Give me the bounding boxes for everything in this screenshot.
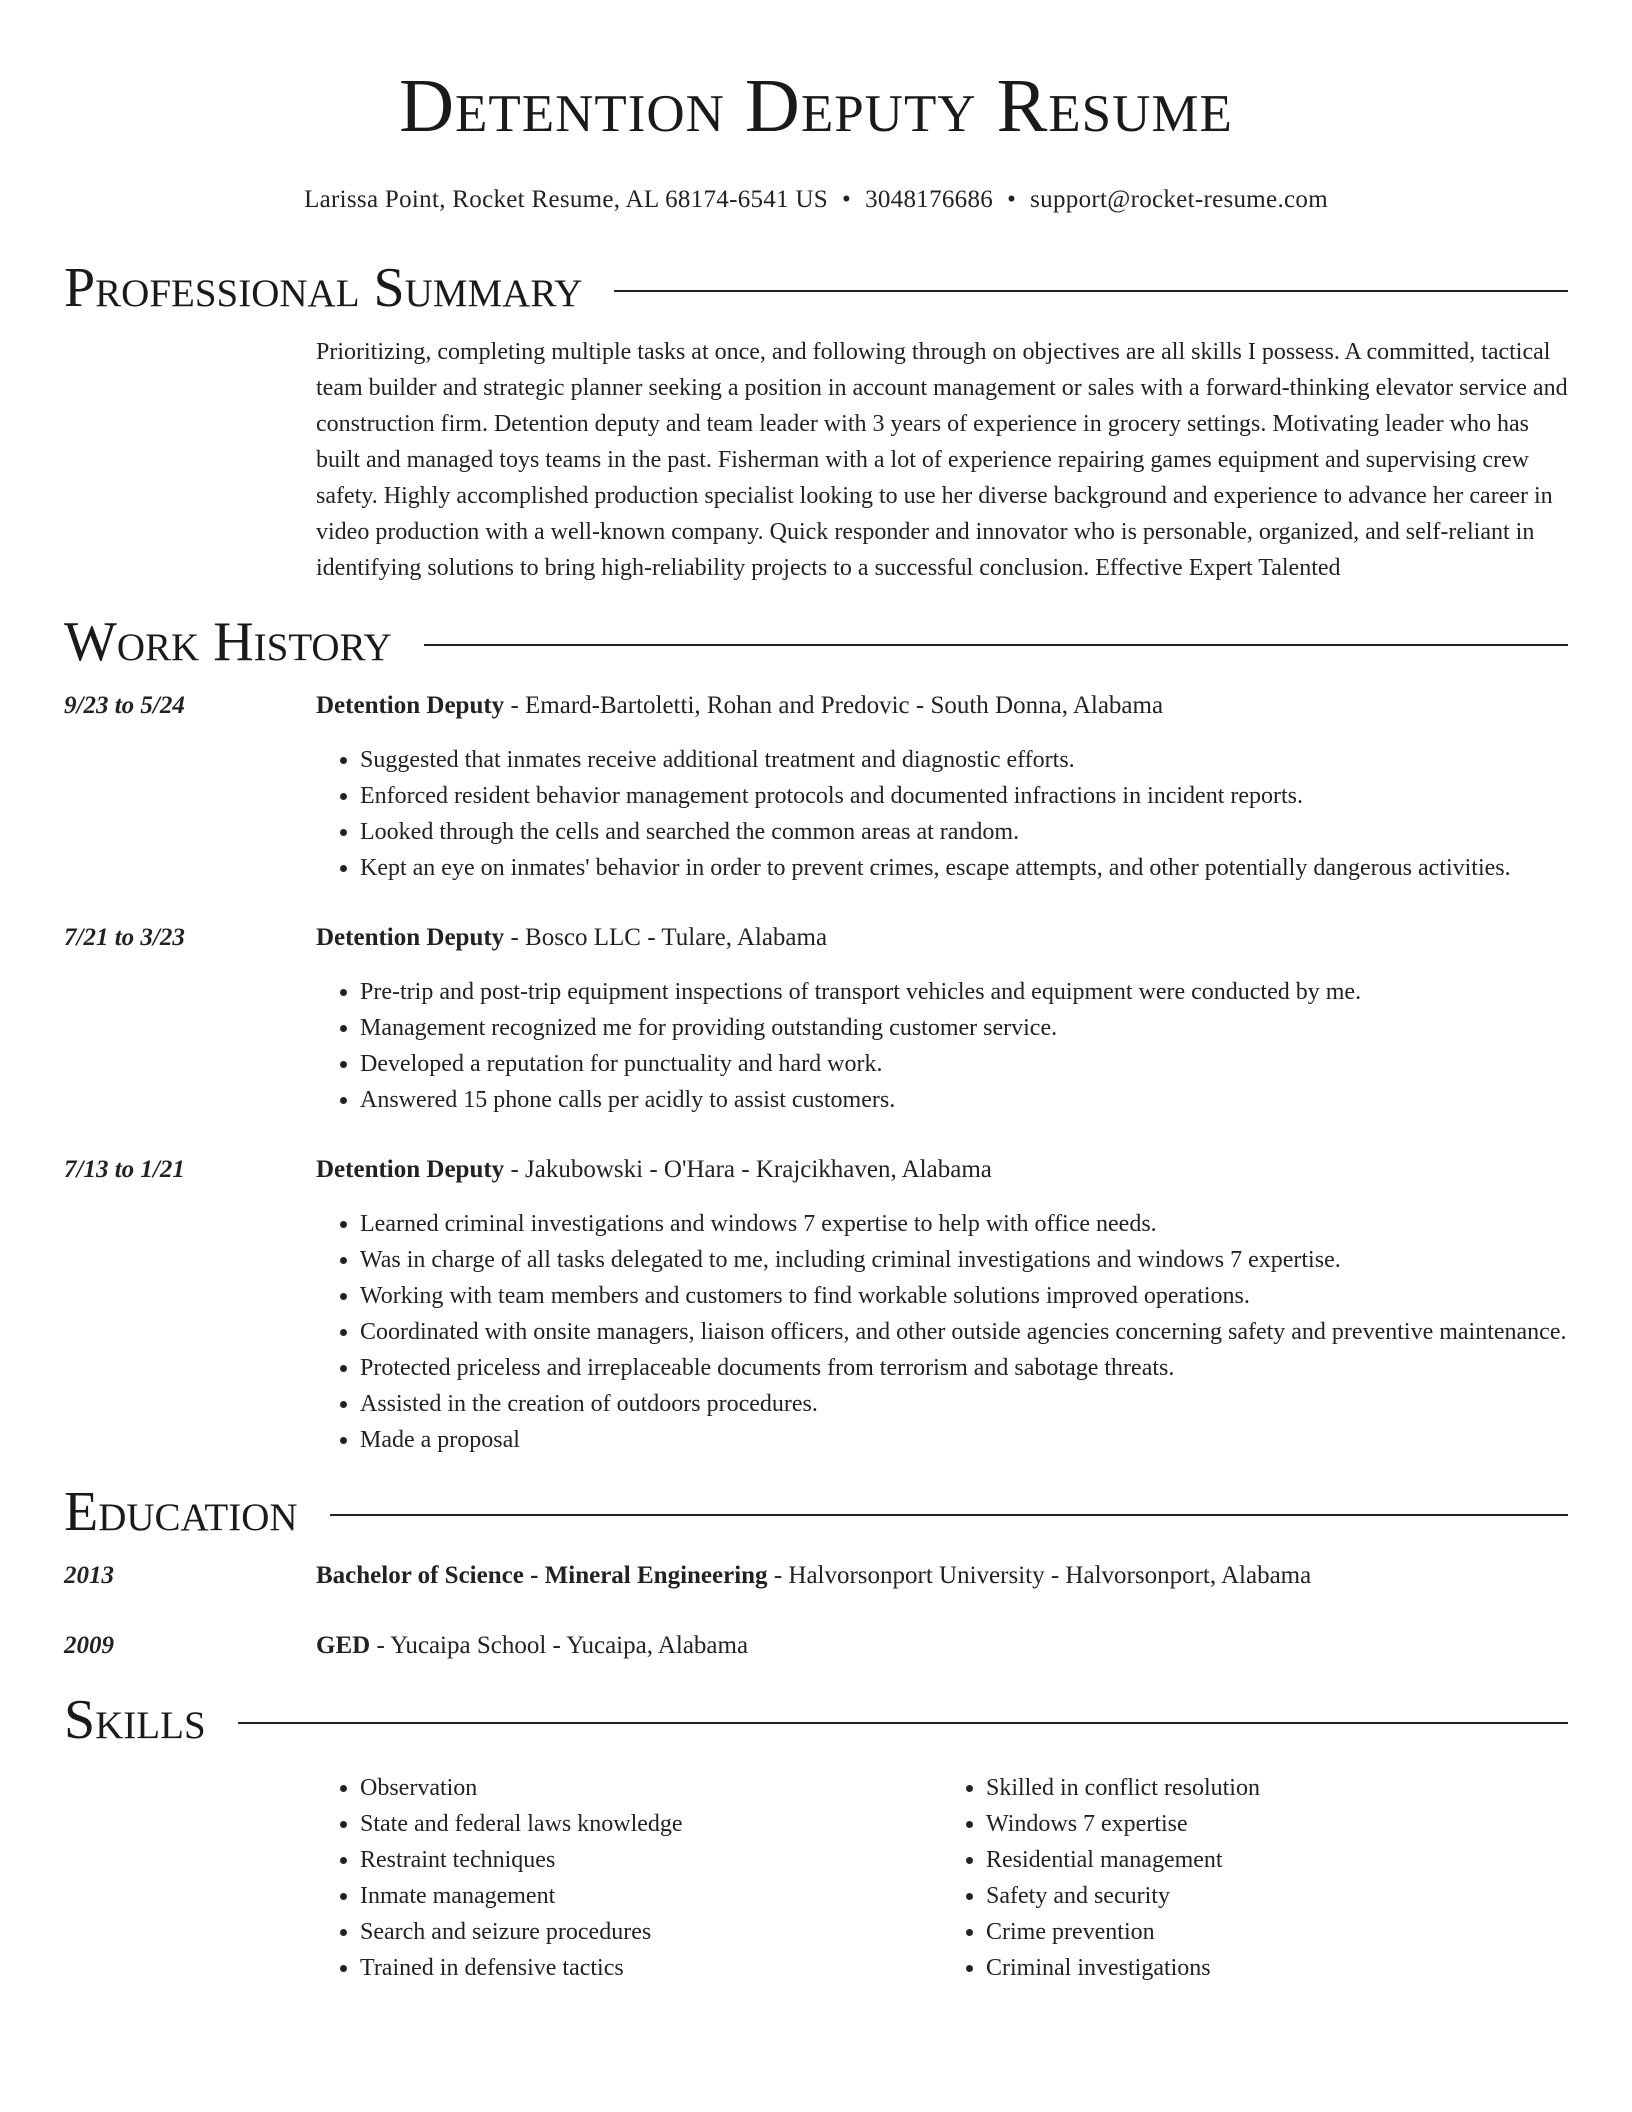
education-entry xyxy=(64,1628,1568,1664)
summary-heading-text: Professional Summary xyxy=(64,257,583,319)
job-heading xyxy=(316,1152,1568,1188)
job-employer: - Bosco LLC - Tulare, Alabama xyxy=(504,924,828,951)
education-degree: Bachelor of Science - Mineral Engineering xyxy=(316,1562,768,1589)
skill-item: • Observation xyxy=(360,1770,942,1806)
summary-row xyxy=(64,334,1568,586)
job-duties-list xyxy=(316,742,1568,886)
skill-item: • Skilled in conflict resolution xyxy=(986,1770,1568,1806)
job-duty: • Enforced resident behavior management protocols and documented infractions in incident reports. xyxy=(360,778,1568,814)
skill-item: • State and federal laws knowledge xyxy=(360,1806,942,1842)
skill-item: • Windows 7 expertise xyxy=(986,1806,1568,1842)
skills-row xyxy=(64,1770,1568,1986)
skills-heading-text: Skills xyxy=(64,1689,206,1751)
section-divider xyxy=(330,1514,1568,1516)
summary-spacer xyxy=(64,334,316,586)
job-duty: • Pre-trip and post-trip equipment inspections of transport vehicles and equipment were conducted by me. xyxy=(360,974,1568,1010)
education-content xyxy=(316,1628,1568,1664)
education-degree: GED xyxy=(316,1632,371,1659)
contact-line xyxy=(64,184,1568,216)
education-school: - Yucaipa School - Yucaipa, Alabama xyxy=(370,1632,749,1659)
job-heading xyxy=(316,920,1568,956)
job-entry xyxy=(64,688,1568,886)
job-dates: 7/13 to 1/21 xyxy=(64,1156,185,1183)
job-duty: • Protected priceless and irreplaceable documents from terrorism and sabotage threats. xyxy=(360,1350,1568,1386)
skill-item: • Restraint techniques xyxy=(360,1842,942,1878)
job-duties-list xyxy=(316,1206,1568,1458)
skills-grid xyxy=(316,1770,1568,1986)
education-entry xyxy=(64,1558,1568,1594)
job-title: Detention Deputy xyxy=(316,1156,505,1183)
education-school: - Halvorsonport University - Halvorsonport, Alabama xyxy=(767,1562,1312,1589)
job-duty: • Learned criminal investigations and windows 7 expertise to help with office needs. xyxy=(360,1206,1568,1242)
job-content xyxy=(316,1152,1568,1458)
skill-item: • Residential management xyxy=(986,1842,1568,1878)
education-heading xyxy=(64,1480,1568,1544)
job-duty: • Was in charge of all tasks delegated to me, including criminal investigations and windows 7 expertise. xyxy=(360,1242,1568,1278)
job-duty: • Assisted in the creation of outdoors procedures. xyxy=(360,1386,1568,1422)
resume-title: Detention Deputy Resume xyxy=(399,64,1233,148)
education-heading-line xyxy=(316,1558,1568,1594)
job-duty: • Coordinated with onsite managers, liaison officers, and other outside agencies concerning safety and preventive maintenance. xyxy=(360,1314,1568,1350)
job-duty: • Looked through the cells and searched the common areas at random. xyxy=(360,814,1568,850)
job-title: Detention Deputy xyxy=(316,924,505,951)
skill-item: • Inmate management xyxy=(360,1878,942,1914)
job-duty: • Developed a reputation for punctuality and hard work. xyxy=(360,1046,1568,1082)
education-heading-text: Education xyxy=(64,1481,298,1543)
skill-item: • Criminal investigations xyxy=(986,1950,1568,1986)
job-duty: • Management recognized me for providing outstanding customer service. xyxy=(360,1010,1568,1046)
job-entry xyxy=(64,1152,1568,1458)
job-duty: • Working with team members and customers to find workable solutions improved operations. xyxy=(360,1278,1568,1314)
section-divider xyxy=(424,644,1568,646)
contact-separator: • xyxy=(1007,186,1017,213)
job-employer: - Emard-Bartoletti, Rohan and Predovic - South Donna, Alabama xyxy=(504,692,1164,719)
summary-content xyxy=(316,334,1568,586)
section-divider xyxy=(238,1722,1568,1724)
job-dates: 9/23 to 5/24 xyxy=(64,692,185,719)
job-employer: - Jakubowski - O'Hara - Krajcikhaven, Alabama xyxy=(504,1156,992,1183)
job-content xyxy=(316,688,1568,886)
skill-item: • Trained in defensive tactics xyxy=(360,1950,942,1986)
job-duty: • Answered 15 phone calls per acidly to assist customers. xyxy=(360,1082,1568,1118)
contact-separator: • xyxy=(842,186,852,213)
skills-spacer xyxy=(64,1770,316,1986)
contact-email: support@rocket-resume.com xyxy=(1030,186,1328,213)
skill-item: • Safety and security xyxy=(986,1878,1568,1914)
contact-address: Larissa Point, Rocket Resume, AL 68174-6541 US xyxy=(304,186,829,213)
education-year: 2009 xyxy=(64,1632,114,1659)
job-entry xyxy=(64,920,1568,1118)
section-divider xyxy=(614,290,1568,292)
job-content xyxy=(316,920,1568,1118)
skill-item: • Search and seizure procedures xyxy=(360,1914,942,1950)
job-duty: • Kept an eye on inmates' behavior in order to prevent crimes, escape attempts, and other potentially dangerous activities. xyxy=(360,850,1568,886)
skill-item: • Crime prevention xyxy=(986,1914,1568,1950)
job-duties-list xyxy=(316,974,1568,1118)
work-heading-text: Work History xyxy=(64,611,392,673)
summary-text: Prioritizing, completing multiple tasks at once, and following through on objectives are all skills I possess. A committed, tactical team builder and strategic planner seeking a position in account management or sales with a forward-thinking elevator service and construction firm. Detention deputy and team leader with 3 years of experience in grocery settings. Motivating leader who has built and managed toys teams in the past. Fisherman with a lot of experience repairing games equipment and supervising crew safety. Highly accomplished production specialist looking to use her diverse background and experience to advance her career in video production with a well-known company. Quick responder and innovator who is personable, organized, and self-reliant in identifying solutions to bring high-reliability projects to a successful conclusion. Effective Expert Talented xyxy=(316,339,1568,581)
skills-list-left xyxy=(316,1770,942,1986)
job-duty: • Made a proposal xyxy=(360,1422,1568,1458)
education-content xyxy=(316,1558,1568,1594)
education-heading-line xyxy=(316,1628,1568,1664)
skills-heading xyxy=(64,1688,1568,1752)
job-heading xyxy=(316,688,1568,724)
education-year: 2013 xyxy=(64,1562,114,1589)
job-title: Detention Deputy xyxy=(316,692,505,719)
summary-heading xyxy=(64,256,1568,320)
job-duty: • Suggested that inmates receive additional treatment and diagnostic efforts. xyxy=(360,742,1568,778)
work-heading xyxy=(64,610,1568,674)
contact-phone: 3048176686 xyxy=(865,186,994,213)
job-dates: 7/21 to 3/23 xyxy=(64,924,185,951)
skills-list-right xyxy=(942,1770,1568,1986)
